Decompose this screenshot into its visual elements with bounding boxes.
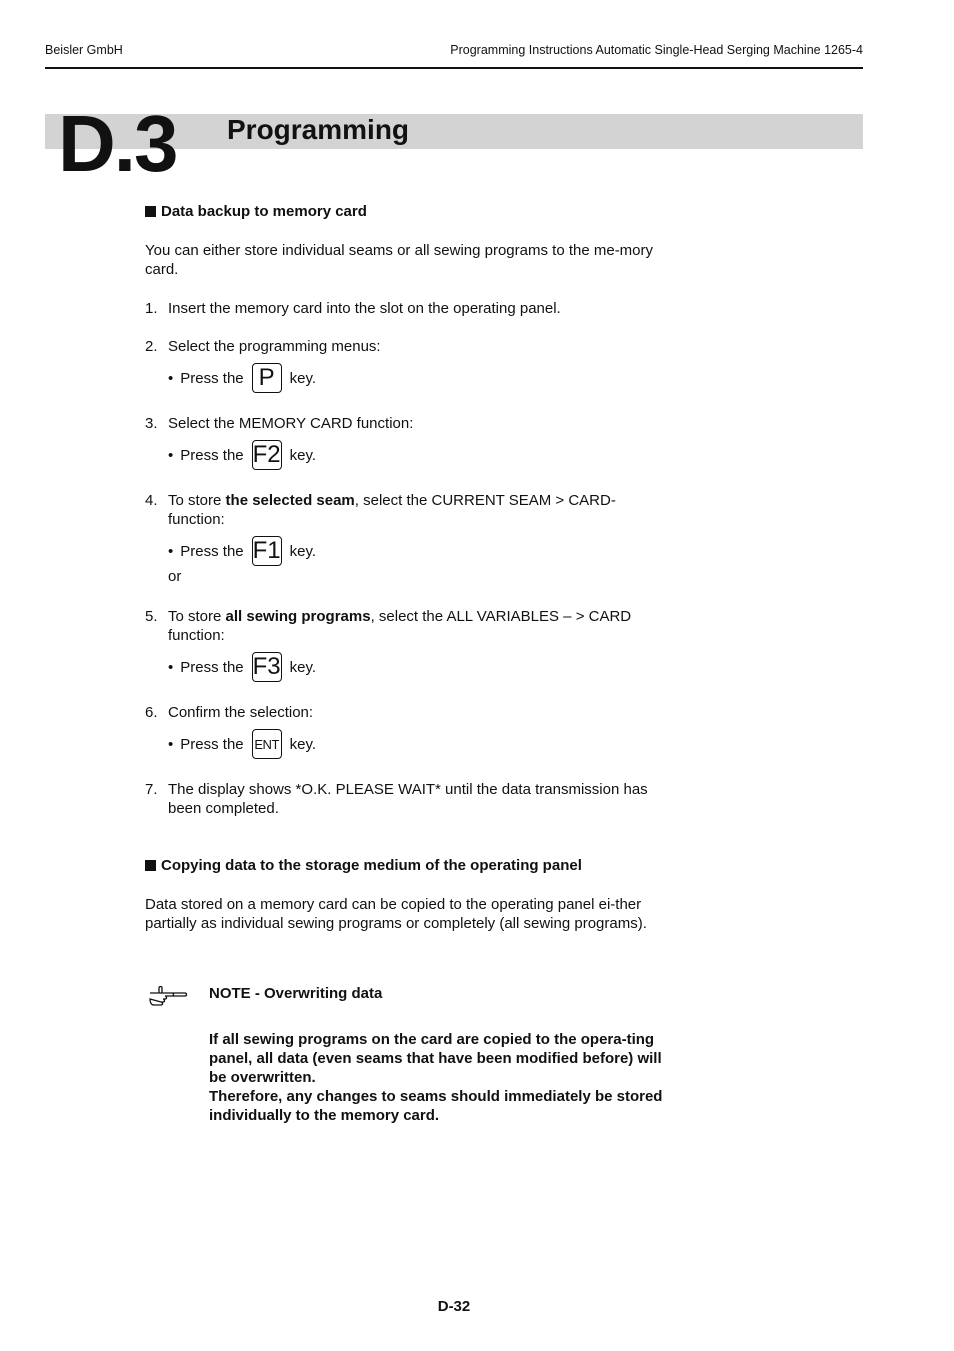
key-ent: ENT xyxy=(252,729,282,759)
instruction-press-f3: • Press the F3 key. xyxy=(168,653,317,680)
page-number: D-32 xyxy=(437,1298,471,1315)
note-title: NOTE - Overwriting data xyxy=(209,985,383,1002)
square-bullet-icon xyxy=(145,206,156,217)
chapter-title: Programming xyxy=(227,114,410,145)
pointing-hand-icon xyxy=(148,984,188,1006)
or-text: or xyxy=(168,568,182,585)
header-doc-title: Programming Instructions Automatic Single-Head Serging Machine 1265-4 xyxy=(450,43,863,57)
instruction-press-p: • Press the P key. xyxy=(168,364,317,391)
key-p: P xyxy=(252,363,282,393)
instruction-press-f2: • Press the F2 key. xyxy=(168,441,317,468)
note-body: If all sewing programs on the card are copied to the opera-ting panel, all data (even seams that have been modified before) will be overwritten. Therefore, any changes to seams should immediately be stored individually to the memory card. xyxy=(209,1031,663,1124)
header-company: Beisler GmbH xyxy=(45,43,123,57)
instruction-press-ent: • Press the ENT key. xyxy=(168,728,316,760)
key-f2: F2 xyxy=(252,441,281,468)
chapter-number: D.3 xyxy=(58,99,177,188)
header-rule xyxy=(45,67,863,69)
key-f1: F1 xyxy=(252,537,281,564)
section-heading-copying: Copying data to the storage medium of the operating panel xyxy=(145,857,582,874)
instruction-press-f1: • Press the F1 key. xyxy=(168,537,317,564)
section-intro-backup: You can either store individual seams or all sewing programs to the me-mory card. xyxy=(145,242,654,278)
key-f3: F3 xyxy=(252,653,281,680)
section-heading-backup: Data backup to memory card xyxy=(145,203,367,220)
section-intro-copying: Data stored on a memory card can be copied to the operating panel ei-ther partially as individual sewing programs or completely (all sewing programs). xyxy=(145,896,647,932)
square-bullet-icon xyxy=(145,860,156,871)
